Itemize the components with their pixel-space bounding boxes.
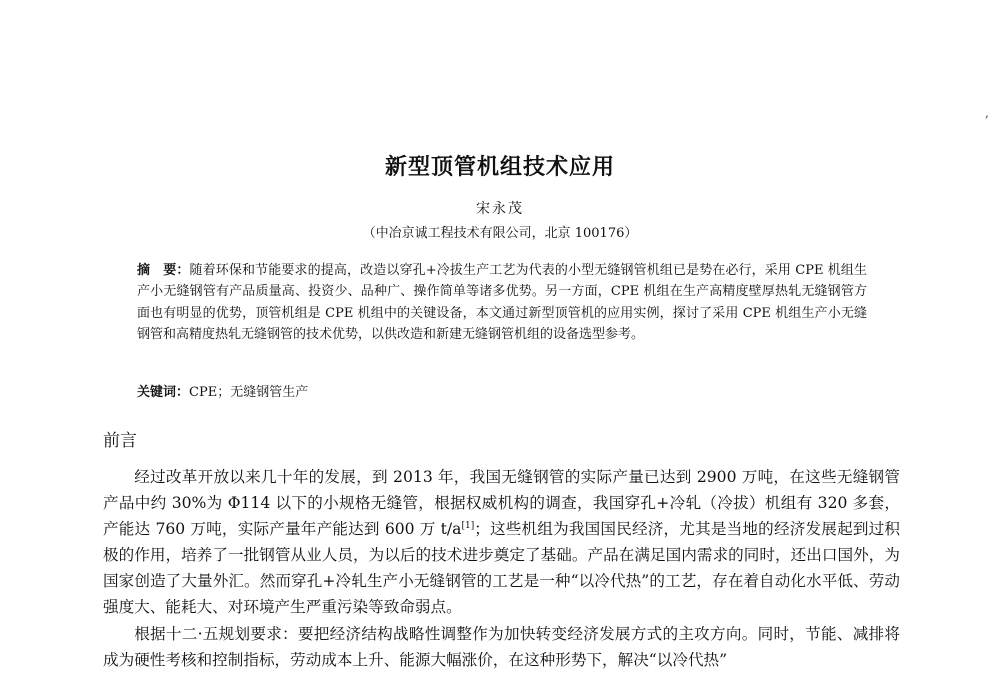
keywords-label: 关键词： [137,385,190,400]
section-heading: 前言 [103,431,137,451]
body-paragraph-1 [103,464,900,621]
abstract-label: 摘 要： [137,263,190,278]
keywords [137,381,308,400]
paragraph-1-part-1: 经过改革开放以来几十年的发展，到 2013 年，我国无缝钢管的实际产量已达到 2900 万吨，在这些无缝钢管产品中约 30%为 Φ114 以下的小规格无缝管，根据权威机构的调查，我国穿孔+冷轧（冷拔）机组有 320 多套，产能达 760 万吨，实际产量年产能达到 600 万 t/a [103,468,900,539]
corner-mark: , [985,106,989,120]
body-text [103,464,900,673]
abstract [137,260,867,346]
keywords-text: CPE；无缝钢管生产 [189,385,309,400]
author-affiliation: （中冶京诚工程技术有限公司，北京 100176） [362,226,638,241]
paragraph-1-part-2: ；这些机组为我国国民经济，尤其是当地的经济发展起到过积极的作用，培养了一批钢管从业人员，为以后的技术进步奠定了基础。产品在满足国内需求的同时，还出口国外，为国家创造了大量外汇。然而穿孔+冷轧生产小无缝钢管的工艺是一种“以冷代热”的工艺，存在着自动化水平低、劳动强度大、能耗大、对环境产生严重污染等致命弱点。 [103,520,900,617]
paper-title: 新型顶管机组技术应用 [384,155,615,180]
citation-ref: [1] [461,521,475,531]
author-name: 宋永茂 [476,201,524,217]
body-paragraph-2: 根据十二·五规划要求：要把经济结构战略性调整作为加快转变经济发展方式的主攻方向。同时，节能、减排将成为硬性考核和控制指标，劳动成本上升、能源大幅涨价，在这种形势下，解决“以冷代热” [103,624,900,669]
abstract-text: 随着环保和节能要求的提高，改造以穿孔+冷拔生产工艺为代表的小型无缝钢管机组已是势在必行，采用 CPE 机组生产小无缝钢管有产品质量高、投资少、品种广、操作简单等诸多优势。另一方面，CPE 机组在生产高精度壁厚热轧无缝钢管方面也有明显的优势，顶管机组是 CPE 机组中的关键设备，本文通过新型顶管机的应用实例，探讨了采用 CPE 机组生产小无缝钢管和高精度热轧无缝钢管的技术优势，以供改造和新建无缝钢管机组的设备选型参考。 [137,263,867,343]
